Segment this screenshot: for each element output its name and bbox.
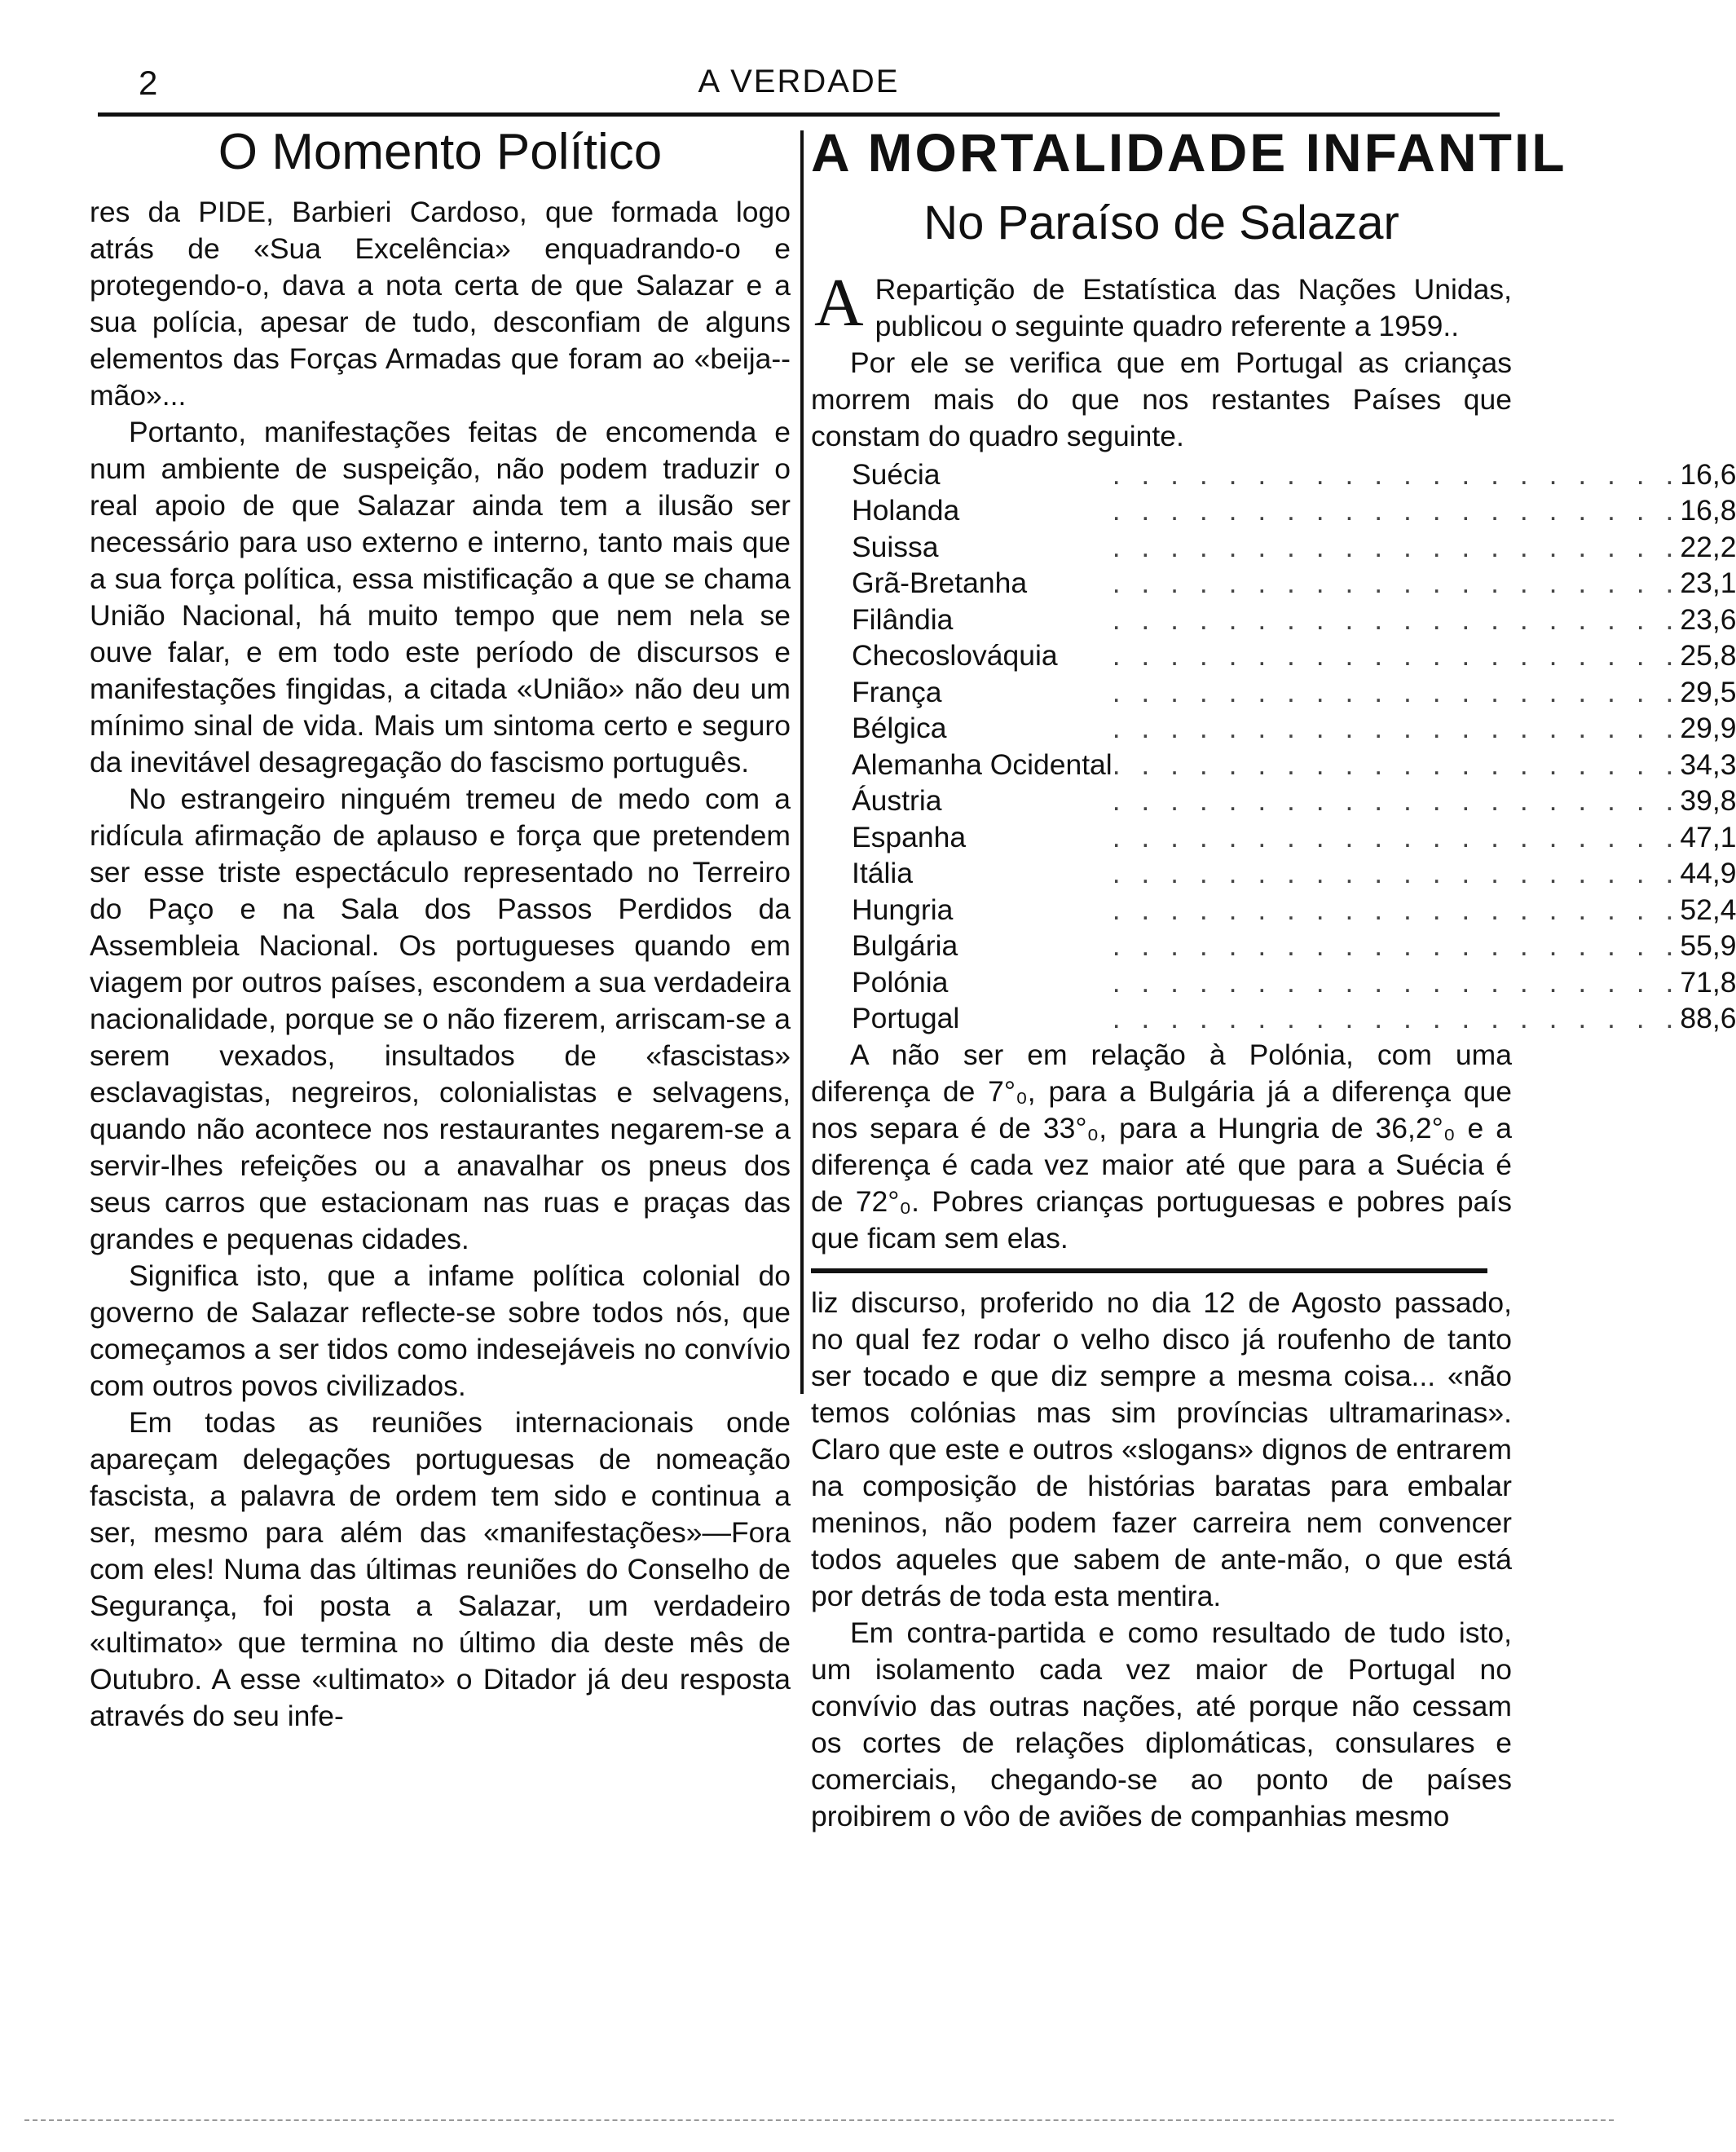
table-row: [852, 529, 1736, 566]
left-paragraph: res da PIDE, Barbieri Cardoso, que formada logo atrás de «Sua Excelência» enquadrando-o e protegendo-o, dava a nota certa de que Salazar e a sua polícia, apesar de tudo, desconfiam de alguns elementos das Forças Armadas que foram ao «beija--mão»...: [90, 196, 791, 412]
dot-leader: . . . . . . . . . . . . . . . . . . . .: [1112, 820, 1681, 853]
mortality-rate: 16,6: [1680, 457, 1736, 491]
dot-leader: . . . . . . . . . . . . . . . . . . . .: [1112, 567, 1681, 600]
mortality-rate: 16,8: [1680, 494, 1736, 527]
left-paragraph: No estrangeiro ninguém tremeu de medo com a ridícula afirmação de aplauso e força que pretendem ser esse triste espectáculo representado no Terreiro do Paço e na Sala dos Passos Perdidos da Assembleia Nacional. Os portugueses quando em viagem por outros países, escondem a sua verdadeira nacionalidade, porque se o não fizerem, arriscam-se a serem vexados, insultados de «fascistas» esclavagistas, negreiros, colonialistas e selvagens, quando não acontece nos restaurantes negarem-se a servir-lhes refeições ou a anavalhar os pneus dos seus carros que estacionam nas ruas e praças das grandes e pequenas cidades.: [90, 783, 791, 1256]
mortality-rate: 71,8: [1680, 965, 1736, 999]
table-row: [852, 855, 1736, 892]
country-name: Bélgica: [852, 712, 947, 745]
table-row: [852, 928, 1736, 964]
right-intro: [811, 264, 1512, 345]
column-divider: [800, 130, 804, 1394]
table-row: [852, 747, 1736, 783]
dot-leader: . . . . . . . . . . . . . . . . . . . .: [1112, 602, 1681, 636]
country-name: Áustria: [852, 784, 942, 818]
left-paragraph: Portanto, manifestações feitas de encomenda e num ambiente de suspeição, não podem traduzir o real apoio de que Salazar ainda tem a ilusão ser necessário para uso externo e interno, tanto mais que a sua força política, essa mistificação a que se chama União Nacional, há muito tempo que nem nela se ouve falar, e em todo este período de discursos e manifestações fingidas, a citada «União» não deu um mínimo sinal de vida. Mais um sintoma certo e seguro da inevitável desagregação do fascismo português.: [90, 416, 791, 779]
table-row: [852, 892, 1736, 928]
table-row: [852, 637, 1736, 674]
continuation-text: [811, 1285, 1512, 1835]
table-row: [852, 710, 1736, 747]
mortality-rate: 22,2: [1680, 530, 1736, 563]
left-paragraph: Significa isto, que a infame política colonial do governo de Salazar reflecte-se sobre todos nós, que começamos a ser tidos como indesejáveis no convívio com outros povos civilizados.: [90, 1259, 791, 1403]
dot-leader: . . . . . . . . . . . . . . . . . . . .: [1112, 530, 1681, 563]
table-row: [852, 492, 1736, 529]
dot-leader: . . . . . . . . . . . . . . . . . . . .: [1112, 457, 1681, 491]
intro-text: Repartição de Estatística das Nações Unidas, publicou o seguinte quadro referente a 1959..: [875, 272, 1512, 342]
dot-leader: . . . . . . . . . . . . . . . . . . . .: [1112, 784, 1681, 818]
country-name: Grã-Bretanha: [852, 567, 1028, 600]
intro-paragraph-2: Por ele se verifica que em Portugal as crianças morrem mais do que nos restantes Países que constam do quadro seguinte.: [811, 346, 1512, 452]
left-paragraph: Em todas as reuniões internacionais onde apareçam delegações portuguesas de nomeação fascista, a palavra de ordem tem sido e continua a ser, mesmo para além das «manifestações»—Fora com eles! Numa das últimas reuniões do Conselho de Segurança, foi posta a Salazar, um verdadeiro «ultimato» que termina no último dia deste mês de Outubro. A esse «ultimato» o Ditador já deu resposta através do seu infe-: [90, 1406, 791, 1733]
country-name: Filândia: [852, 602, 954, 636]
after-table-paragraph: A não ser em relação à Polónia, com uma diferença de 7°₀, para a Bulgária já a diferença que nos separa é de 33°₀, para a Hungria de 36,2°₀ e a diferença é cada vez maior até que para a Suécia é de 72°₀. Pobres crianças portuguesas e pobres país que ficam sem elas.: [811, 1038, 1512, 1255]
dot-leader: . . . . . . . . . . . . . . . . . . . .: [1112, 857, 1681, 890]
page-header: [98, 64, 1500, 117]
right-article-title: A MORTALIDADE INFANTIL: [811, 122, 1567, 183]
dot-leader: . . . . . . . . . . . . . . . . . . . .: [1112, 712, 1681, 745]
mortality-rate: 44,9: [1680, 857, 1736, 890]
continuation-paragraph: Em contra-partida e como resultado de tudo isto, um isolamento cada vez maior de Portugal no convívio das outras nações, até porque não cessam os cortes de relações diplomáticas, consulares e comerciais, chegando-se ao ponto de países proibirem o vôo de aviões de companhias mesmo: [811, 1616, 1512, 1832]
dot-leader: . . . . . . . . . . . . . . . . . . . .: [1112, 965, 1681, 999]
country-name: França: [852, 675, 942, 708]
table-row: [852, 1000, 1736, 1037]
country-name: Polónia: [852, 965, 949, 999]
right-intro-2-wrap: [811, 345, 1512, 455]
mortality-rate: 29,9: [1680, 712, 1736, 745]
country-name: Suécia: [852, 457, 941, 491]
country-name: Hungria: [852, 893, 954, 926]
table-row: [852, 602, 1736, 638]
dot-leader: . . . . . . . . . . . . . . . . . . . .: [1112, 639, 1681, 672]
dot-leader: . . . . . . . . . . . . . . . . . . . .: [1112, 893, 1681, 926]
dot-leader: . . . . . . . . . . . . . . . . . . . .: [1112, 747, 1681, 781]
mortality-rate: 47,1: [1680, 820, 1736, 853]
table-row: [852, 783, 1736, 819]
country-name: Bulgária: [852, 929, 958, 963]
left-article-title: O Momento Político: [218, 124, 663, 180]
mortality-rate: 88,6: [1680, 1002, 1736, 1035]
mortality-rate: 23,1: [1680, 567, 1736, 600]
right-column: [811, 122, 1736, 1835]
dot-leader: . . . . . . . . . . . . . . . . . . . .: [1112, 675, 1681, 708]
table-row: [852, 964, 1736, 1001]
dot-leader: . . . . . . . . . . . . . . . . . . . .: [1112, 494, 1681, 527]
country-name: Itália: [852, 857, 913, 890]
mortality-rate: 52,4: [1680, 893, 1736, 926]
country-name: Checoslováquia: [852, 639, 1058, 672]
drop-cap: A: [814, 264, 864, 341]
country-name: Suissa: [852, 530, 939, 563]
page-bottom-edge: [24, 2119, 1614, 2123]
mortality-table: [852, 456, 1736, 1037]
mortality-rate: 34,3: [1680, 747, 1736, 781]
section-divider: [811, 1268, 1487, 1273]
page-number: 2: [139, 64, 158, 102]
dot-leader: . . . . . . . . . . . . . . . . . . . .: [1112, 929, 1681, 963]
mortality-rate: 25,8: [1680, 639, 1736, 672]
table-row: [852, 565, 1736, 602]
country-name: Holanda: [852, 494, 960, 527]
mortality-rate: 23,6: [1680, 602, 1736, 636]
continuation-paragraph: liz discurso, proferido no dia 12 de Agosto passado, no qual fez rodar o velho disco já roufenho de tanto ser tocado e que diz sempre a mesma coisa... «não temos colónias mas sim províncias ultramarinas». Claro que este e outros «slogans» dignos de entrarem na composição de histórias baratas para embalar meninos, não podem fazer carreira nem convencer todos aqueles que sabem de ante-mão, o que está por detrás de toda esta mentira.: [811, 1285, 1512, 1612]
mortality-rate: 29,5: [1680, 675, 1736, 708]
country-name: Alemanha Ocidental: [852, 747, 1113, 781]
table-row: [852, 819, 1736, 856]
table-row: [852, 456, 1736, 493]
left-column: [90, 122, 791, 1735]
right-article-subtitle: No Paraíso de Salazar: [923, 196, 1399, 249]
newspaper-name: A VERDADE: [698, 64, 900, 99]
mortality-rate: 55,9: [1680, 929, 1736, 963]
left-article-body: [90, 194, 791, 1735]
dot-leader: . . . . . . . . . . . . . . . . . . . .: [1112, 1002, 1681, 1035]
after-table-text: [811, 1037, 1512, 1257]
country-name: Portugal: [852, 1002, 960, 1035]
mortality-rate: 39,8: [1680, 784, 1736, 818]
country-name: Espanha: [852, 820, 967, 853]
table-row: [852, 674, 1736, 711]
